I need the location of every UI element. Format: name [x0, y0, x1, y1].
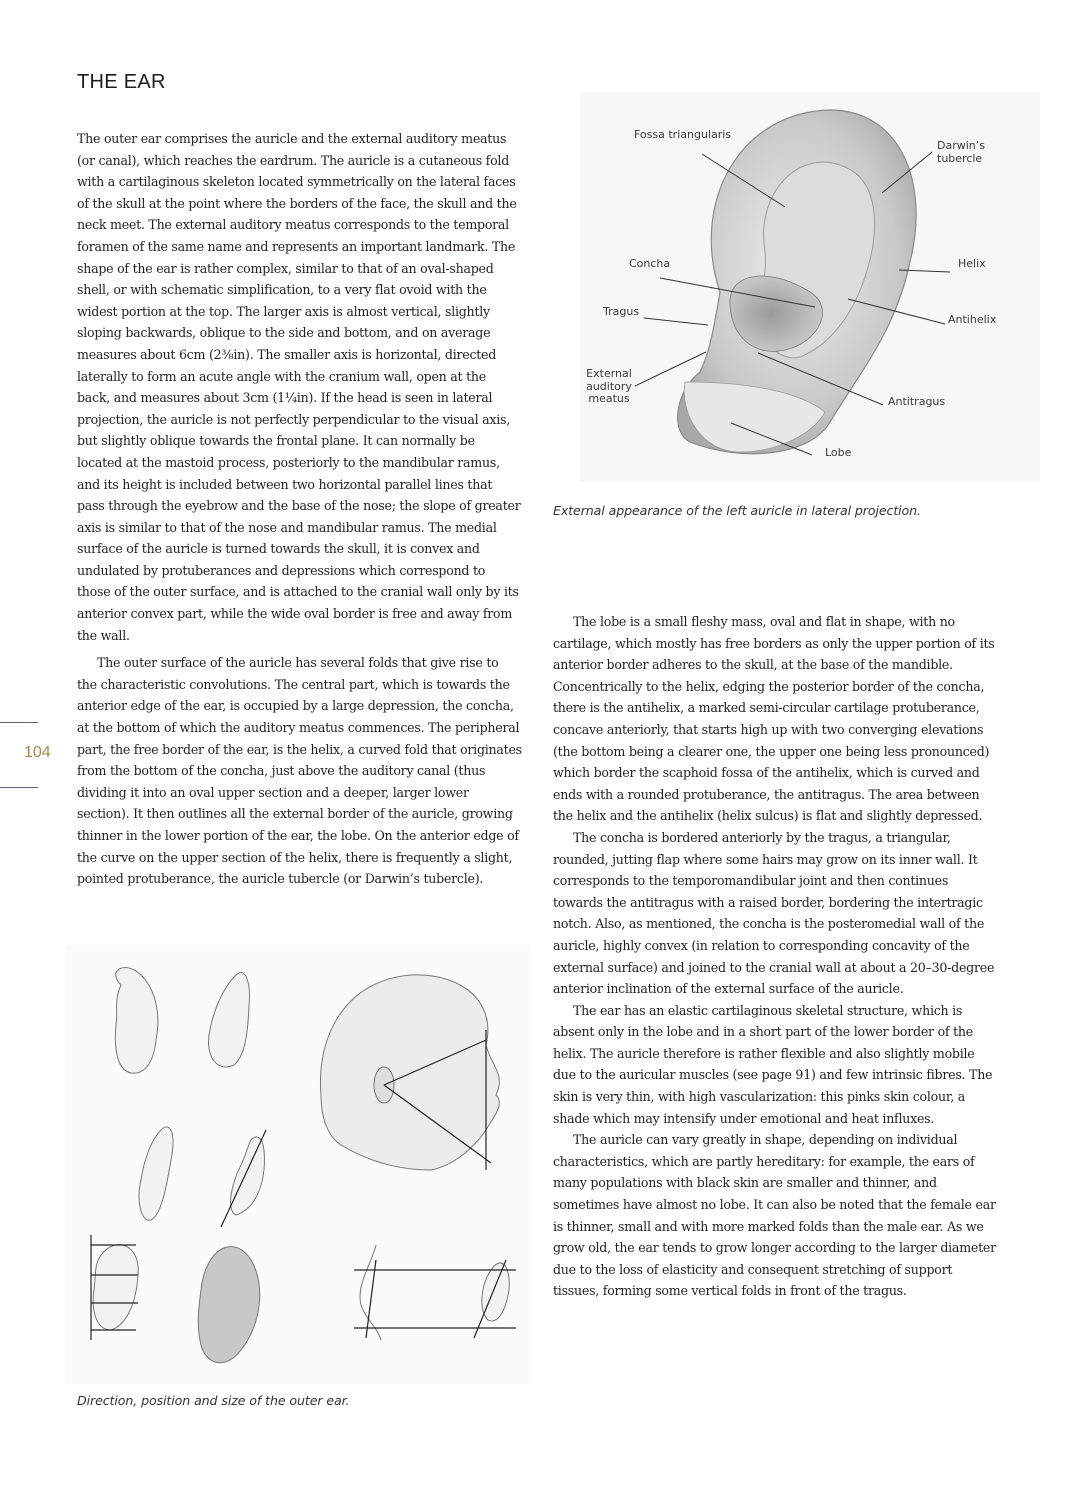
- ear-figure-caption: External appearance of the left auricle in lateral projection.: [553, 503, 921, 518]
- left-column: [77, 128, 522, 890]
- label-antihelix: Antihelix: [948, 313, 997, 326]
- label-concha: Concha: [629, 257, 671, 270]
- sketch-ear-1: [115, 968, 158, 1074]
- ear-anatomy-figure: [580, 92, 1040, 482]
- paragraph: The concha is bordered anteriorly by the tragus, a triangular, rounded, jutting flap where some hairs may grow on its inner wall. It corresponds to the temporomandibular joint and then continues towards the antitragus with a raised border, bordering the intertragic notch. Also, as mentioned, the concha is the posteromedial wall of the auricle, highly convex (in relation to corresponding concavity of the external surface) and joined to the cranial wall at about a 20–30-degree anterior inclination of the external surface of the auricle.: [553, 829, 995, 997]
- label-darwins-line1: Darwin’s: [937, 139, 985, 152]
- ear-sketches: [66, 945, 531, 1385]
- sketch-ear-6: [198, 1247, 259, 1363]
- label-antitragus: Antitragus: [888, 395, 946, 408]
- label-external-line3: meatus: [588, 392, 630, 405]
- sketch-head: [320, 975, 499, 1170]
- sketch-ear-2: [208, 972, 249, 1067]
- sketch-profile-nose: [360, 1245, 381, 1340]
- label-helix: Helix: [958, 257, 986, 270]
- paragraph: The auricle can vary greatly in shape, depending on individual characteristics, which are partly hereditary: for example, the ears of many populations with black skin are smaller and thinner, and sometimes have almost no lobe. It can also be noted that the female ear is thinner, small and with more marked folds than the male ear. As we grow old, the ear tends to grow longer according to the larger diameter due to the loss of elasticity and consequent stretching of support tissues, forming some vertical folds in front of the tragus.: [553, 1132, 996, 1299]
- sketch-ear-3: [139, 1127, 173, 1220]
- right-column: [553, 611, 998, 1302]
- sketch-ear-7: [482, 1263, 509, 1321]
- page-number-rule-top: [0, 722, 38, 723]
- sketch-ear-5: [93, 1245, 138, 1330]
- label-darwins-line2: tubercle: [937, 151, 983, 165]
- direction-figure-caption: Direction, position and size of the outer ear.: [77, 1393, 350, 1408]
- sketch-ear-4: [231, 1137, 265, 1215]
- page-number-rule-bottom: [0, 787, 38, 788]
- ear-direction-figure: [66, 945, 531, 1385]
- label-external-line2: auditory: [586, 379, 632, 393]
- label-lobe: Lobe: [825, 446, 852, 459]
- label-tragus: Tragus: [603, 305, 640, 318]
- paragraph: The lobe is a small fleshy mass, oval and flat in shape, with no cartilage, which mostly has free borders as only the upper portion of its anterior border adheres to the skull, at the base of the mandible. Concentrically to the helix, edging the posterior border of the concha, there is the antihelix, a marked semi-circular cartilage protuberance, concave anteriorly, that starts high up with two converging elevations (the bottom being a clearer one, the upper one being less pronounced) which border the scaphoid fossa of the antihelix, which is curved and ends with a rounded protuberance, the antitragus. The area between the helix and the antihelix (helix sulcus) is flat and slightly depressed.: [553, 614, 995, 824]
- label-external-line1: External: [586, 367, 632, 380]
- label-external-auditory-meatus: [584, 368, 634, 406]
- page-title: THE EAR: [77, 71, 166, 93]
- paragraph: The outer surface of the auricle has several folds that give rise to the characteristic convolutions. The central part, which is towards the anterior edge of the ear, is occupied by a large depression, the concha, at the bottom of which the auditory meatus commences. The peripheral part, the free border of the ear, is the helix, a curved fold that originates from the bottom of the concha, just above the auditory canal (thus dividing it into an oval upper section and a deeper, larger lower section). It then outlines all the external border of the auricle, growing thinner in the lower portion of the ear, the lobe. On the anterior edge of the curve on the upper section of the helix, there is frequently a slight, pointed protuberance, the auricle tubercle (or Darwin’s tubercle).: [77, 655, 522, 887]
- label-fossa-triangularis: Fossa triangularis: [634, 128, 732, 141]
- paragraph: The outer ear comprises the auricle and the external auditory meatus (or canal), which reaches the eardrum. The auricle is a cutaneous fold with a cartilaginous skeleton located symmetrically on the lateral faces of the skull at the point where the borders of the face, the skull and the neck meet. The external auditory meatus corresponds to the temporal foramen of the same name and represents an important landmark. The shape of the ear is rather complex, similar to that of an oval-shaped shell, or with schematic simplification, to a very flat ovoid with the widest portion at the top. The larger axis is almost vertical, slightly sloping backwards, oblique to the side and bottom, and on average measures about 6cm (2⅜in). The smaller axis is horizontal, directed laterally to form an acute angle with the cranium wall, open at the back, and measures about 3cm (1¼in). If the head is seen in lateral projection, the auricle is not perfectly perpendicular to the visual axis, but slightly oblique towards the frontal plane. It can normally be located at the mastoid process, posteriorly to the mandibular ramus, and its height is included between two horizontal parallel lines that pass through the eyebrow and the base of the nose; the slope of greater axis is similar to that of the nose and mandibular ramus. The medial surface of the auricle is turned towards the skull, it is convex and undulated by protuberances and depressions which correspond to those of the outer surface, and is attached to the cranial wall only by its anterior convex part, while the wide oval border is free and away from the wall.: [77, 131, 521, 643]
- page-number: 104: [24, 744, 51, 761]
- paragraph: The ear has an elastic cartilaginous skeletal structure, which is absent only in the lobe and in a short part of the lower border of the helix. The auricle therefore is rather flexible and also slightly mobile due to the auricular muscles (see page 91) and few intrinsic fibres. The skin is very thin, with high vascularization: this pinks skin colour, a shade which may intensify under emotional and heat influxes.: [553, 1002, 993, 1126]
- label-darwins-tubercle: [937, 140, 985, 165]
